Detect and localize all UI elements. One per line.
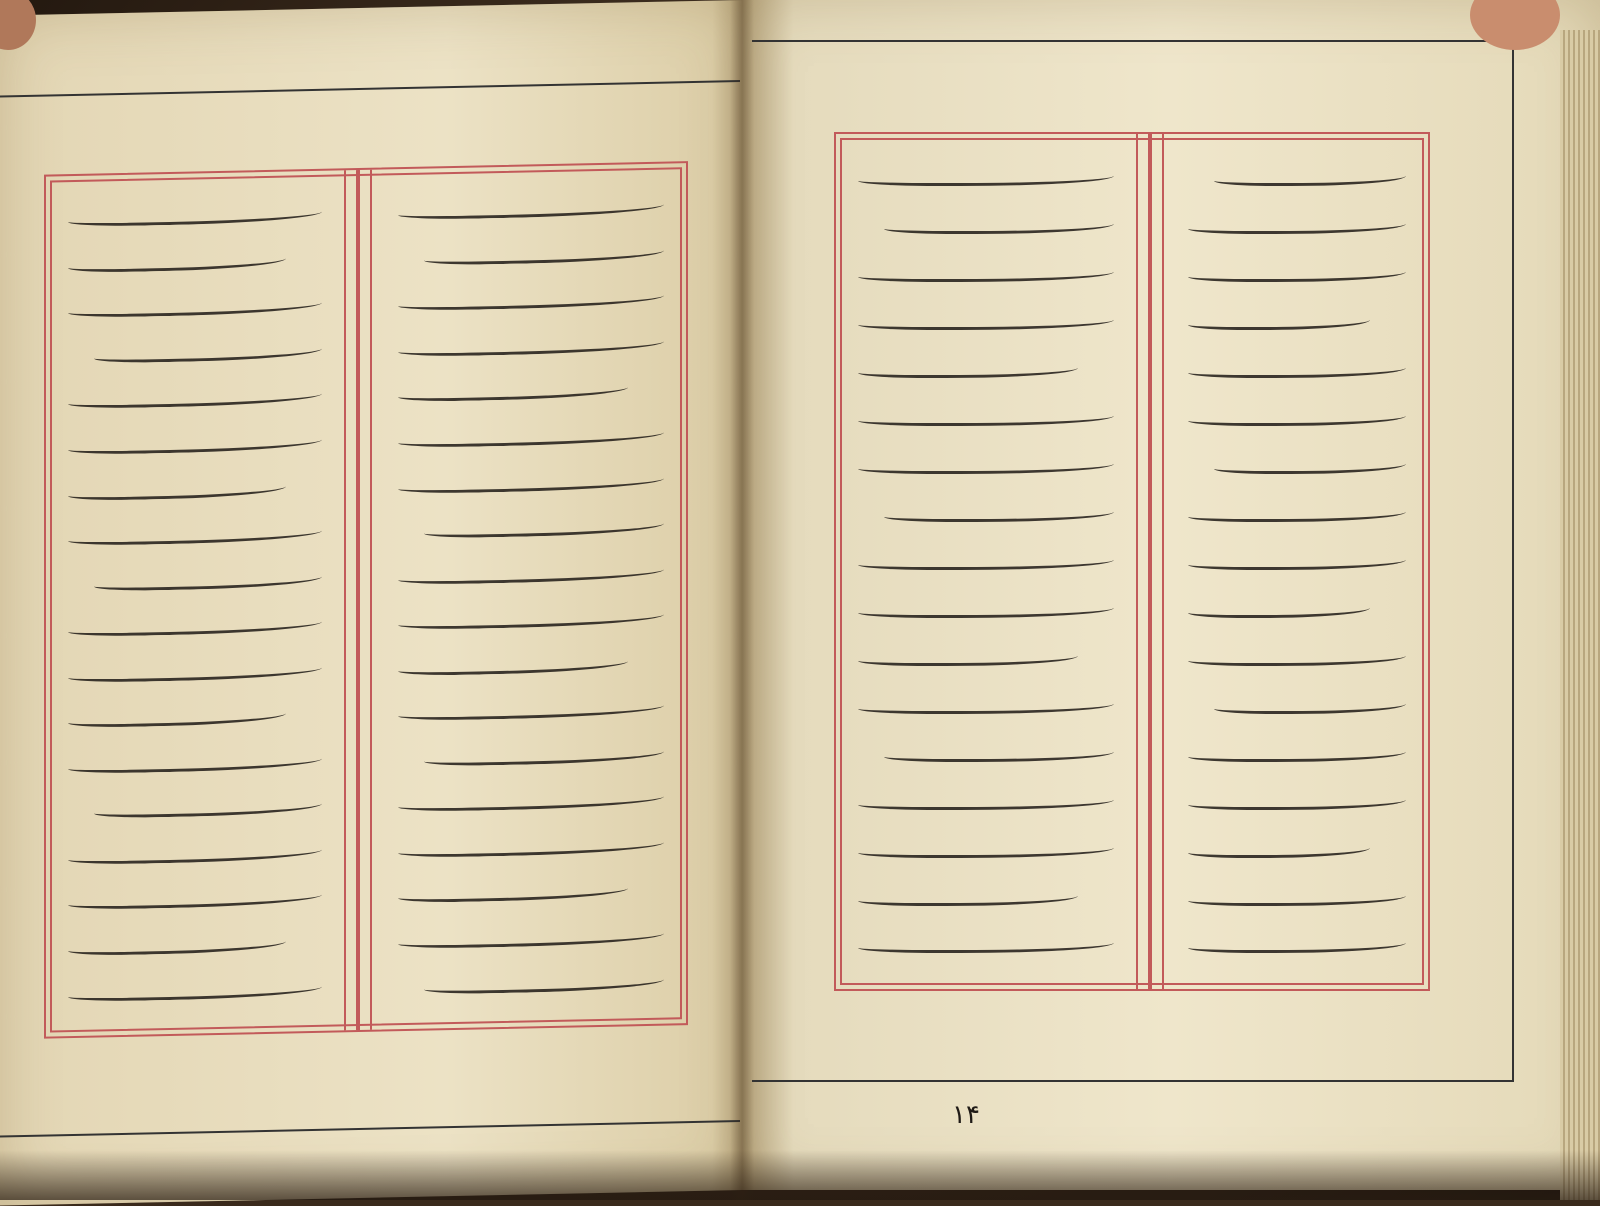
script-line bbox=[94, 342, 322, 364]
script-line bbox=[858, 649, 1078, 666]
script-line bbox=[68, 661, 322, 683]
script-line bbox=[858, 457, 1114, 474]
script-line bbox=[1188, 745, 1406, 762]
top-border-rule bbox=[0, 80, 740, 98]
script-line bbox=[68, 524, 322, 546]
script-line bbox=[858, 936, 1114, 953]
script-line bbox=[398, 608, 664, 631]
script-line bbox=[398, 927, 664, 950]
script-line bbox=[398, 699, 664, 722]
script-line bbox=[398, 654, 628, 676]
script-line bbox=[398, 335, 664, 358]
script-line bbox=[1188, 313, 1370, 330]
script-line bbox=[1214, 457, 1406, 474]
script-line bbox=[884, 505, 1114, 522]
script-line bbox=[68, 843, 322, 865]
top-border-rule bbox=[752, 40, 1512, 42]
script-line bbox=[858, 793, 1114, 810]
script-line bbox=[858, 601, 1114, 618]
script-line bbox=[1188, 409, 1406, 426]
script-line bbox=[424, 744, 664, 766]
script-line bbox=[398, 882, 628, 904]
script-line bbox=[68, 205, 322, 227]
script-line bbox=[68, 479, 286, 501]
script-line bbox=[398, 426, 664, 449]
script-line bbox=[68, 251, 286, 273]
bottom-border-rule bbox=[0, 1120, 740, 1138]
right-border-rule bbox=[1512, 40, 1514, 1080]
script-line bbox=[68, 296, 322, 318]
script-line bbox=[1188, 553, 1406, 570]
script-line bbox=[398, 381, 628, 403]
script-line bbox=[68, 707, 286, 729]
column-divider bbox=[1150, 134, 1164, 989]
script-line bbox=[1188, 217, 1406, 234]
folio-number: ۱۴ bbox=[952, 1100, 980, 1130]
script-line bbox=[1188, 841, 1370, 858]
script-line bbox=[424, 972, 664, 994]
column-divider bbox=[358, 170, 372, 1030]
script-line bbox=[858, 409, 1114, 426]
script-line bbox=[94, 569, 322, 591]
text-column-right bbox=[1166, 134, 1428, 989]
right-text-frame bbox=[834, 132, 1430, 991]
script-line bbox=[68, 979, 322, 1001]
script-line bbox=[398, 198, 664, 221]
script-line bbox=[398, 289, 664, 312]
script-line bbox=[424, 517, 664, 539]
script-line bbox=[94, 797, 322, 819]
right-page bbox=[742, 0, 1600, 1190]
left-text-frame bbox=[44, 161, 688, 1038]
book-gutter bbox=[730, 0, 754, 1200]
script-line bbox=[858, 841, 1114, 858]
script-line bbox=[858, 889, 1078, 906]
script-line bbox=[1214, 169, 1406, 186]
bottom-shadow bbox=[0, 1150, 1600, 1200]
script-line bbox=[68, 387, 322, 409]
script-line bbox=[398, 836, 664, 859]
script-line bbox=[858, 313, 1114, 330]
script-line bbox=[1188, 889, 1406, 906]
bottom-border-rule bbox=[752, 1080, 1514, 1082]
script-line bbox=[424, 243, 664, 265]
script-line bbox=[68, 433, 322, 455]
script-line bbox=[1214, 697, 1406, 714]
script-line bbox=[68, 888, 322, 910]
text-column-left bbox=[46, 170, 344, 1036]
column-divider bbox=[344, 170, 358, 1030]
script-line bbox=[68, 615, 322, 637]
script-line bbox=[1188, 505, 1406, 522]
script-line bbox=[68, 935, 286, 957]
script-line bbox=[398, 471, 664, 494]
script-line bbox=[858, 553, 1114, 570]
column-divider bbox=[1136, 134, 1150, 989]
text-column-left bbox=[836, 134, 1136, 989]
script-line bbox=[1188, 649, 1406, 666]
script-line bbox=[858, 361, 1078, 378]
script-line bbox=[858, 697, 1114, 714]
script-line bbox=[1188, 361, 1406, 378]
script-line bbox=[1188, 265, 1406, 282]
script-line bbox=[1188, 601, 1370, 618]
script-line bbox=[1188, 936, 1406, 953]
script-line bbox=[858, 265, 1114, 282]
script-line bbox=[884, 217, 1114, 234]
script-line bbox=[398, 562, 664, 585]
script-line bbox=[858, 169, 1114, 186]
script-line bbox=[1188, 793, 1406, 810]
page-edges bbox=[1560, 30, 1600, 1200]
script-line bbox=[68, 752, 322, 774]
left-page bbox=[0, 0, 742, 1206]
text-column-right bbox=[376, 163, 686, 1029]
script-line bbox=[398, 790, 664, 813]
script-line bbox=[884, 745, 1114, 762]
